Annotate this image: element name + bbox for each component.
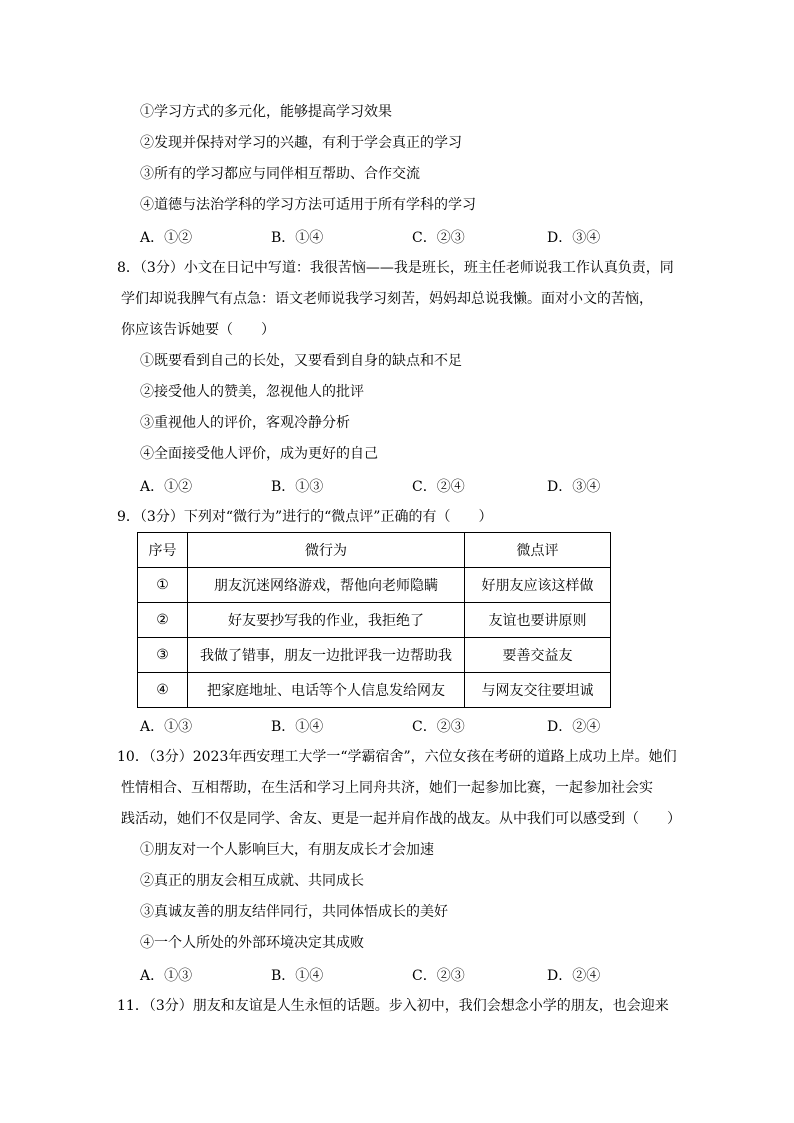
table-row [138,568,611,603]
q10-stem-line-2: 性情相合、互相帮助，在生活和学习上同舟共济，她们一起参加比赛，一起参加社会实 [121,780,653,796]
q10-stem-line-3: 践活动，她们不仅是同学、舍友、更是一起并肩作战的战友。从中我们可以感受到（ ） [121,811,681,827]
table-cell: 我做了错事，朋友一边批评我一边帮助我 [188,638,465,673]
table-header-cell: 微行为 [188,533,465,568]
q10-option-d[interactable]: D．②④ [547,968,601,984]
q8-stem-line-1: 8．（3分）小文在日记中写道：我很苦恼——我是班长，班主任老师说我工作认真负责，同 [117,260,674,276]
q10-options [140,965,620,985]
q10-option-b[interactable]: B．①④ [271,968,324,984]
q8-option-d[interactable]: D．③④ [547,479,601,495]
q7-option-d[interactable]: D．③④ [547,230,601,246]
q8-statement-3: ③重视他人的评价，客观冷静分析 [140,415,350,431]
q9-option-a[interactable]: A．①③ [140,719,193,735]
table-cell: 要善交益友 [465,638,611,673]
q8-option-c[interactable]: C．②④ [412,479,465,495]
table-header-row [138,533,611,568]
q9-table [137,532,611,708]
q8-statement-1: ①既要看到自己的长处，又要看到自身的缺点和不足 [140,353,462,369]
q8-statement-2: ②接受他人的赞美，忽视他人的批评 [140,384,364,400]
table-cell: 与网友交往要坦诚 [465,673,611,708]
q10-option-c[interactable]: C．②③ [412,968,465,984]
q7-statement-2: ②发现并保持对学习的兴趣，有利于学会真正的学习 [140,135,462,151]
q9-stem: 9．（3分）下列对“微行为”进行的“微点评”正确的有（ ） [117,509,493,525]
q9-option-b[interactable]: B．①④ [271,719,324,735]
q10-statement-4: ④一个人所处的外部环境决定其成败 [140,935,364,951]
q7-statement-3: ③所有的学习都应与同伴相互帮助、合作交流 [140,166,420,182]
table-row [138,603,611,638]
table-row [138,673,611,708]
table-cell: ① [138,568,188,603]
q9-option-d[interactable]: D．②④ [547,719,601,735]
table-cell: 把家庭地址、电话等个人信息发给网友 [188,673,465,708]
table-cell: 友谊也要讲原则 [465,603,611,638]
q8-options [140,476,620,496]
q10-statement-1: ①朋友对一个人影响巨大，有朋友成长才会加速 [140,842,434,858]
table-header-cell: 序号 [138,533,188,568]
q10-option-a[interactable]: A．①③ [140,968,193,984]
q9-options [140,716,620,736]
q8-stem-line-3: 你应该告诉她要（ ） [121,322,275,338]
table-header-cell: 微点评 [465,533,611,568]
table-row [138,638,611,673]
q7-statement-4: ④道德与法治学科的学习方法可适用于所有学科的学习 [140,197,476,213]
table-cell: 好朋友应该这样做 [465,568,611,603]
q9-option-c[interactable]: C．②③ [412,719,465,735]
q7-option-c[interactable]: C．②③ [412,230,465,246]
q11-stem-line-1: 11．（3分）朋友和友谊是人生永恒的话题。步入初中，我们会想念小学的朋友，也会迎来 [117,998,669,1014]
q10-statement-3: ③真诚友善的朋友结伴同行，共同体悟成长的美好 [140,904,448,920]
table-cell: ③ [138,638,188,673]
table-cell: ② [138,603,188,638]
table-cell: ④ [138,673,188,708]
q7-statement-1: ①学习方式的多元化，能够提高学习效果 [140,104,392,120]
q10-statement-2: ②真正的朋友会相互成就、共同成长 [140,873,364,889]
q10-stem-line-1: 10．（3分）2023年西安理工大学一“学霸宿舍”，六位女孩在考研的道路上成功上岸。她们 [117,749,677,765]
table-cell: 朋友沉迷网络游戏，帮他向老师隐瞒 [188,568,465,603]
q8-option-b[interactable]: B．①③ [271,479,324,495]
q8-option-a[interactable]: A．①② [140,479,193,495]
q7-option-b[interactable]: B．①④ [271,230,324,246]
q7-options [140,227,620,247]
q7-option-a[interactable]: A．①② [140,230,193,246]
table-cell: 好友要抄写我的作业，我拒绝了 [188,603,465,638]
q8-stem-line-2: 学们却说我脾气有点急：语文老师说我学习刻苦，妈妈却总说我懒。面对小文的苦恼， [121,291,653,307]
q8-statement-4: ④全面接受他人评价，成为更好的自己 [140,446,378,462]
